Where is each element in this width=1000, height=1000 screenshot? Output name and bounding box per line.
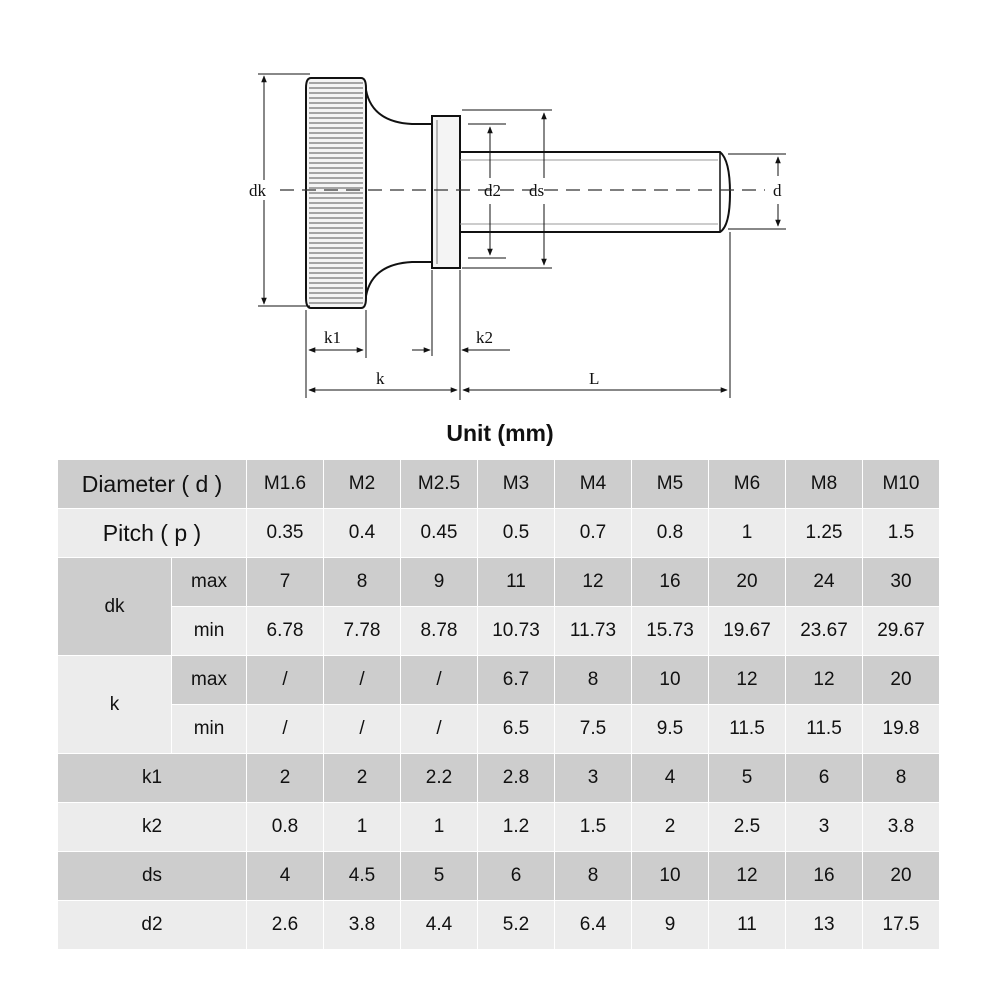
k-min-cell: 6.5: [478, 705, 555, 754]
k-max-cell: 8: [555, 656, 632, 705]
ds-cell: 6: [478, 852, 555, 901]
dk-max-label: max: [172, 558, 247, 607]
label-L: L: [589, 369, 600, 388]
size-cell: M2: [324, 460, 401, 509]
k2-cell: 3: [786, 803, 863, 852]
k1-label: k1: [58, 754, 247, 803]
table-row-k-min: [58, 705, 940, 754]
dk-min-cell: 11.73: [555, 607, 632, 656]
d2-cell: 5.2: [478, 901, 555, 950]
k1-cell: 2: [324, 754, 401, 803]
d2-cell: 11: [709, 901, 786, 950]
k2-cell: 1: [324, 803, 401, 852]
k-max-cell: /: [401, 656, 478, 705]
label-d: d: [773, 181, 782, 200]
dk-min-cell: 7.78: [324, 607, 401, 656]
d2-cell: 6.4: [555, 901, 632, 950]
pitch-cell: 0.8: [632, 509, 709, 558]
d2-cell: 2.6: [247, 901, 324, 950]
k-max-cell: /: [247, 656, 324, 705]
dk-min-cell: 19.67: [709, 607, 786, 656]
k1-cell: 6: [786, 754, 863, 803]
k-max-label: max: [172, 656, 247, 705]
k2-cell: 1.2: [478, 803, 555, 852]
k-min-cell: 9.5: [632, 705, 709, 754]
dk-min-cell: 8.78: [401, 607, 478, 656]
pitch-cell: 1: [709, 509, 786, 558]
dk-min-cell: 15.73: [632, 607, 709, 656]
k1-cell: 3: [555, 754, 632, 803]
k1-cell: 2.8: [478, 754, 555, 803]
d2-label: d2: [58, 901, 247, 950]
size-cell: M6: [709, 460, 786, 509]
k1-cell: 8: [863, 754, 940, 803]
d2-cell: 4.4: [401, 901, 478, 950]
ds-cell: 16: [786, 852, 863, 901]
k1-cell: 5: [709, 754, 786, 803]
size-cell: M3: [478, 460, 555, 509]
k-min-cell: 7.5: [555, 705, 632, 754]
size-cell: M8: [786, 460, 863, 509]
pitch-label: Pitch ( p ): [58, 509, 247, 558]
d2-cell: 9: [632, 901, 709, 950]
k2-cell: 1: [401, 803, 478, 852]
k2-cell: 0.8: [247, 803, 324, 852]
ds-cell: 8: [555, 852, 632, 901]
unit-title: Unit (mm): [446, 420, 554, 446]
dk-label: dk: [58, 558, 172, 656]
k-max-cell: /: [324, 656, 401, 705]
pitch-cell: 1.25: [786, 509, 863, 558]
ds-label: ds: [58, 852, 247, 901]
dk-min-cell: 10.73: [478, 607, 555, 656]
table-row-diameter: [58, 460, 940, 509]
k2-cell: 1.5: [555, 803, 632, 852]
collar: [432, 116, 460, 268]
ds-cell: 5: [401, 852, 478, 901]
dk-min-cell: 6.78: [247, 607, 324, 656]
pitch-cell: 0.7: [555, 509, 632, 558]
dk-max-cell: 8: [324, 558, 401, 607]
k-max-cell: 20: [863, 656, 940, 705]
pitch-cell: 0.45: [401, 509, 478, 558]
size-cell: M4: [555, 460, 632, 509]
k-min-cell: 19.8: [863, 705, 940, 754]
k1-cell: 2: [247, 754, 324, 803]
ds-cell: 4.5: [324, 852, 401, 901]
k-max-cell: 12: [786, 656, 863, 705]
k1-cell: 2.2: [401, 754, 478, 803]
extension-lines: [306, 232, 730, 400]
d2-cell: 13: [786, 901, 863, 950]
dk-min-label: min: [172, 607, 247, 656]
ds-cell: 12: [709, 852, 786, 901]
label-d2: d2: [484, 181, 501, 200]
dk-max-cell: 30: [863, 558, 940, 607]
pitch-cell: 1.5: [863, 509, 940, 558]
k1-cell: 4: [632, 754, 709, 803]
pitch-cell: 0.5: [478, 509, 555, 558]
dk-max-cell: 24: [786, 558, 863, 607]
k-max-cell: 10: [632, 656, 709, 705]
k-min-label: min: [172, 705, 247, 754]
dk-min-cell: 23.67: [786, 607, 863, 656]
d2-cell: 3.8: [324, 901, 401, 950]
table-row-d2: [58, 901, 940, 950]
dk-max-cell: 11: [478, 558, 555, 607]
diameter-label: Diameter ( d ): [58, 460, 247, 509]
k-min-cell: 11.5: [786, 705, 863, 754]
dk-max-cell: 7: [247, 558, 324, 607]
label-k: k: [376, 369, 385, 388]
dk-min-cell: 29.67: [863, 607, 940, 656]
table-row-k-max: [58, 656, 940, 705]
table-row-dk-min: [58, 607, 940, 656]
size-cell: M2.5: [401, 460, 478, 509]
label-dk: dk: [249, 181, 266, 200]
k2-cell: 3.8: [863, 803, 940, 852]
label-k2: k2: [476, 328, 493, 347]
k-min-cell: /: [247, 705, 324, 754]
k2-cell: 2: [632, 803, 709, 852]
knurled-head: [306, 78, 366, 308]
k-max-cell: 12: [709, 656, 786, 705]
size-cell: M10: [863, 460, 940, 509]
neck: [366, 90, 432, 296]
k-min-cell: /: [324, 705, 401, 754]
ds-cell: 10: [632, 852, 709, 901]
k-min-cell: /: [401, 705, 478, 754]
ds-cell: 4: [247, 852, 324, 901]
size-cell: M5: [632, 460, 709, 509]
dk-max-cell: 12: [555, 558, 632, 607]
k-min-cell: 11.5: [709, 705, 786, 754]
k2-label: k2: [58, 803, 247, 852]
spec-table: [57, 459, 940, 950]
table-row-pitch: [58, 509, 940, 558]
thumb-screw-drawing: [240, 60, 800, 405]
d2-cell: 17.5: [863, 901, 940, 950]
k-max-cell: 6.7: [478, 656, 555, 705]
label-k1: k1: [324, 328, 341, 347]
pitch-cell: 0.4: [324, 509, 401, 558]
k2-cell: 2.5: [709, 803, 786, 852]
table-row-dk-max: [58, 558, 940, 607]
table-row-ds: [58, 852, 940, 901]
k-label: k: [58, 656, 172, 754]
dk-max-cell: 16: [632, 558, 709, 607]
dk-max-cell: 9: [401, 558, 478, 607]
table-row-k2: [58, 803, 940, 852]
size-cell: M1.6: [247, 460, 324, 509]
dk-max-cell: 20: [709, 558, 786, 607]
ds-cell: 20: [863, 852, 940, 901]
label-ds: ds: [529, 181, 545, 200]
pitch-cell: 0.35: [247, 509, 324, 558]
table-row-k1: [58, 754, 940, 803]
